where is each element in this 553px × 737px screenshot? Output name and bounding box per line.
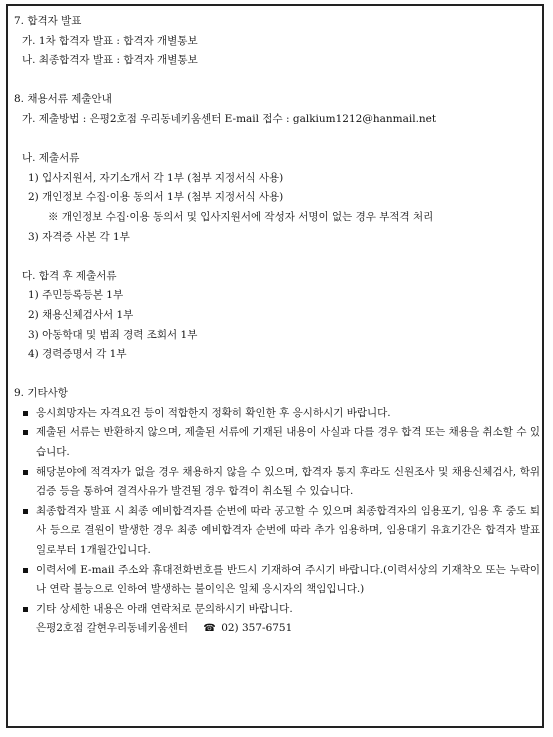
section-8-title: 8. 채용서류 제출안내 <box>14 93 112 106</box>
phone-icon: ☎ <box>203 623 216 635</box>
square-bullet-icon <box>23 411 28 416</box>
list-item: 최종합격자 발표 시 최종 예비합격자를 순번에 따라 공고할 수 있으며 최종합격자의 임용포기, 임용 후 중도 퇴사 등으로 결원이 발생한 경우 최종 예비합격자 순번에 따라 추가 임용하며, 임용대기 유효기간은 합격자 발표일로부터 1개월간입니다. <box>14 502 540 561</box>
post-pass-documents-title: 다. 합격 후 제출서류 <box>22 269 117 282</box>
document-item-3: 3) 자격증 사본 각 1부 <box>28 230 130 243</box>
list-item: 응시희망자는 자격요건 등이 적합한지 정확히 확인한 후 응시하시기 바랍니다. <box>14 404 540 424</box>
list-item: 이력서에 E-mail 주소와 휴대전화번호를 반드시 기재하여 주시기 바랍니다.(이력서상의 기재착오 또는 누락이나 연락 불능으로 인하여 발생하는 불이익은 일체 응시자의 책임입니다.) <box>14 561 540 600</box>
document-item-2: 2) 개인정보 수집·이용 동의서 1부 (첨부 지정서식 사용) <box>28 191 284 204</box>
notes-list <box>14 404 540 620</box>
post-pass-document-1: 1) 주민등록등본 1부 <box>28 289 124 302</box>
post-pass-document-3: 3) 아동학대 및 범죄 경력 조회서 1부 <box>28 328 198 341</box>
square-bullet-icon <box>23 607 28 612</box>
contact-phone: 02) 357-6751 <box>221 622 293 635</box>
square-bullet-icon <box>23 568 28 573</box>
section-7-title: 7. 합격자 발표 <box>14 15 82 27</box>
square-bullet-icon <box>23 509 28 514</box>
contact-line <box>14 619 540 639</box>
section-9-title: 9. 기타사항 <box>14 387 68 400</box>
post-pass-document-4: 4) 경력증명서 각 1부 <box>28 348 127 361</box>
list-item: 해당분야에 적격자가 없을 경우 채용하지 않을 수 있으며, 합격자 통지 후라도 신원조사 및 채용신체검사, 학위검증 등을 통하여 결격사유가 발견될 경우 합격이 취소될 수 있습니다. <box>14 463 540 502</box>
document-item-1: 1) 입사지원서, 자기소개서 각 1부 (첨부 지정서식 사용) <box>28 171 284 184</box>
document-body <box>14 12 540 639</box>
section-7-item-1: 가. 1차 합격자 발표 : 합격자 개별통보 <box>22 34 198 47</box>
square-bullet-icon <box>23 430 28 435</box>
submission-method: 가. 제출방법 : 은평2호점 우리동네키움센터 E-mail 접수 : galkium1212@hanmail.net <box>22 112 437 125</box>
square-bullet-icon <box>23 470 28 475</box>
section-7-item-2: 나. 최종합격자 발표 : 합격자 개별통보 <box>22 54 198 67</box>
list-item: 제출된 서류는 반환하지 않으며, 제출된 서류에 기재된 내용이 사실과 다를 경우 합격 또는 채용을 취소할 수 있습니다. <box>14 423 540 462</box>
contact-name: 은평2호점 갈현우리동네키움센터 <box>36 622 189 635</box>
post-pass-document-2: 2) 채용신체검사서 1부 <box>28 308 134 321</box>
documents-title: 나. 제출서류 <box>22 152 80 165</box>
list-item: 기타 상세한 내용은 아래 연락처로 문의하시기 바랍니다. <box>14 600 540 620</box>
documents-note: ※ 개인정보 수집·이용 동의서 및 입사지원서에 작성자 서명이 없는 경우 부적격 처리 <box>48 210 434 223</box>
